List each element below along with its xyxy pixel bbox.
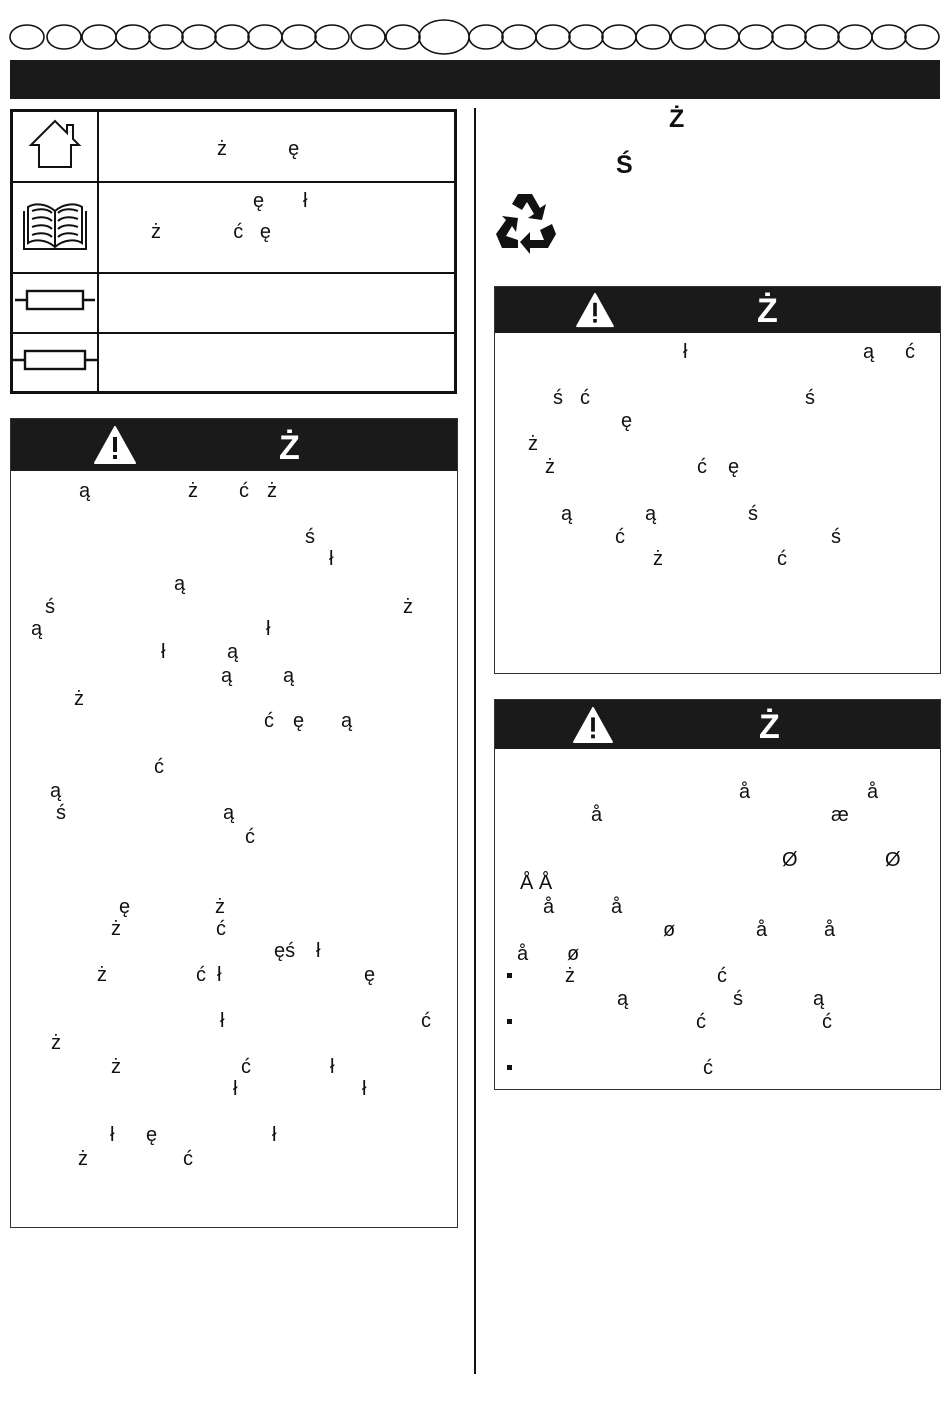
text-fragment: ą — [561, 503, 573, 525]
text-fragment: ż — [215, 896, 225, 918]
warning-triangle-icon — [575, 292, 615, 328]
language-tab — [351, 25, 385, 49]
text-fragment: ł — [233, 1078, 238, 1100]
text-fragment: ęś — [274, 940, 296, 962]
language-tab — [248, 25, 282, 49]
text-fragment: ś — [305, 526, 315, 548]
text-fragment: ą — [223, 802, 235, 824]
symbol-row — [12, 111, 456, 182]
language-tab — [872, 25, 906, 49]
text-fragment: ł — [329, 548, 334, 570]
text-fragment: ø — [567, 943, 580, 965]
text-fragment: ł — [220, 1010, 225, 1032]
text-fragment: å — [611, 896, 623, 918]
text-fragment: ę — [293, 710, 305, 732]
text-fragment: ć — [777, 548, 787, 570]
text-fragment: Ø — [885, 849, 901, 871]
warning-heading: Ż — [759, 708, 780, 746]
text-fragment: ą — [79, 480, 91, 502]
text-fragment: Ø — [782, 849, 798, 871]
text-fragment: ś — [45, 596, 55, 618]
language-tab — [671, 25, 705, 49]
text-fragment: Å Å — [520, 872, 553, 894]
language-tab — [116, 25, 150, 49]
text-fragment: ą — [283, 665, 295, 687]
text-fragment: ć — [245, 826, 255, 848]
text-fragment: ą — [813, 988, 825, 1010]
language-tab — [47, 25, 81, 49]
open-book-icon — [22, 197, 88, 253]
language-tab — [182, 25, 216, 49]
text-fragment: ć — [196, 964, 206, 986]
language-tab — [10, 25, 44, 49]
language-tab — [502, 25, 536, 49]
warning-heading: Ż — [279, 429, 300, 467]
text-fragment: ł — [362, 1078, 367, 1100]
text-fragment: å — [867, 781, 879, 803]
language-tab — [905, 25, 939, 49]
text-fragment: ą — [31, 618, 43, 640]
text-fragment: ć — [264, 710, 274, 732]
text-fragment: å — [824, 919, 836, 941]
text-fragment: ą — [221, 665, 233, 687]
text-fragment: ś — [553, 387, 563, 409]
text-fragment: ę — [728, 456, 740, 478]
text-fragment: ć — [183, 1148, 193, 1170]
symbol-row — [12, 182, 456, 273]
text-fragment: ć — [905, 341, 915, 363]
warning-header — [11, 419, 457, 471]
language-tab — [215, 25, 249, 49]
text-fragment: ł — [330, 1056, 335, 1078]
row-text: ż ę — [217, 138, 300, 160]
text-fragment: ł — [266, 618, 271, 640]
text-fragment: ć — [154, 756, 164, 778]
text-fragment: ć — [216, 918, 226, 940]
text-fragment: ł — [217, 964, 222, 986]
text-fragment: ć — [717, 965, 727, 987]
text-fragment: ś — [831, 526, 841, 548]
text-fragment: ą — [863, 341, 875, 363]
text-fragment: ć — [696, 1011, 706, 1033]
text-fragment: ś — [733, 988, 743, 1010]
row-text: ę ł — [253, 189, 308, 212]
warning-header — [495, 287, 940, 333]
text-fragment: ą — [227, 641, 239, 663]
house-icon — [27, 117, 83, 171]
header-bar — [10, 60, 940, 99]
row-text: ż ć ę — [151, 220, 272, 243]
warning-triangle-icon — [93, 425, 137, 465]
text-fragment: ć — [822, 1011, 832, 1033]
text-fragment: ć — [239, 480, 249, 502]
text-fragment: ś — [748, 503, 758, 525]
text-fragment: ż — [565, 965, 575, 987]
text-fragment: ę — [119, 896, 131, 918]
recycling-subtitle: Ś — [616, 151, 633, 179]
text-fragment: ć — [697, 456, 707, 478]
language-tab-active — [419, 20, 469, 54]
language-tab — [705, 25, 739, 49]
text-fragment: ż — [111, 1056, 121, 1078]
language-tab — [149, 25, 183, 49]
symbols-table — [10, 109, 457, 394]
text-fragment: ż — [51, 1032, 61, 1054]
bullet-icon — [507, 973, 512, 978]
text-fragment: ę — [146, 1124, 158, 1146]
symbol-row — [12, 273, 456, 333]
language-tab — [569, 25, 603, 49]
text-fragment: ł — [110, 1124, 115, 1146]
text-fragment: ż — [74, 688, 84, 710]
language-tab — [602, 25, 636, 49]
text-fragment: ż — [97, 964, 107, 986]
language-tab — [838, 25, 872, 49]
text-fragment: ł — [272, 1124, 277, 1146]
text-fragment: ą — [617, 988, 629, 1010]
text-fragment: å — [756, 919, 768, 941]
text-fragment: ę — [621, 410, 633, 432]
language-tab — [739, 25, 773, 49]
text-fragment: ś — [805, 387, 815, 409]
text-fragment: ż — [653, 548, 663, 570]
text-fragment: ł — [316, 940, 321, 962]
text-fragment: æ — [831, 804, 849, 826]
text-fragment: ż — [111, 918, 121, 940]
warning-box-left — [10, 418, 458, 1228]
bullet-icon — [507, 1019, 512, 1024]
text-fragment: å — [739, 781, 751, 803]
text-fragment: ż — [403, 596, 413, 618]
text-fragment: ą — [50, 780, 62, 802]
warning-triangle-icon — [572, 706, 614, 744]
language-tab — [282, 25, 316, 49]
warning-heading: Ż — [757, 292, 778, 330]
text-fragment: ą — [174, 573, 186, 595]
warning-box-right-bottom — [494, 699, 941, 1090]
text-fragment: ż — [528, 433, 538, 455]
language-tab — [315, 25, 349, 49]
symbol-row — [12, 333, 456, 393]
text-fragment: ż — [78, 1148, 88, 1170]
language-tab — [82, 25, 116, 49]
text-fragment: ż — [545, 456, 555, 478]
text-fragment: ł — [161, 641, 166, 663]
language-tab — [386, 25, 420, 49]
text-fragment: ś — [56, 802, 66, 824]
text-fragment: ą — [645, 503, 657, 525]
recycle-icon — [492, 190, 558, 254]
text-fragment: å — [517, 943, 529, 965]
language-tab — [536, 25, 570, 49]
text-fragment: å — [543, 896, 555, 918]
text-fragment: ł — [683, 341, 688, 363]
fuse-icon — [13, 345, 97, 375]
language-tab — [636, 25, 670, 49]
column-divider — [474, 108, 476, 1374]
recycling-title: Ż — [669, 105, 685, 133]
language-tab-ovals — [0, 0, 950, 60]
language-tab — [772, 25, 806, 49]
text-fragment: ć — [703, 1057, 713, 1079]
language-tab — [805, 25, 839, 49]
warning-header — [495, 700, 940, 749]
fuse-icon — [15, 285, 95, 315]
language-tab — [469, 25, 503, 49]
text-fragment: ć — [421, 1010, 431, 1032]
text-fragment: ę — [364, 964, 376, 986]
text-fragment: ą — [341, 710, 353, 732]
warning-box-right-top — [494, 286, 941, 674]
bullet-icon — [507, 1065, 512, 1070]
text-fragment: ż — [267, 480, 277, 502]
text-fragment: ć — [615, 526, 625, 548]
text-fragment: ż — [188, 480, 198, 502]
text-fragment: å — [591, 804, 603, 826]
text-fragment: ć — [580, 387, 590, 409]
text-fragment: ø — [663, 919, 676, 941]
text-fragment: ć — [241, 1056, 251, 1078]
